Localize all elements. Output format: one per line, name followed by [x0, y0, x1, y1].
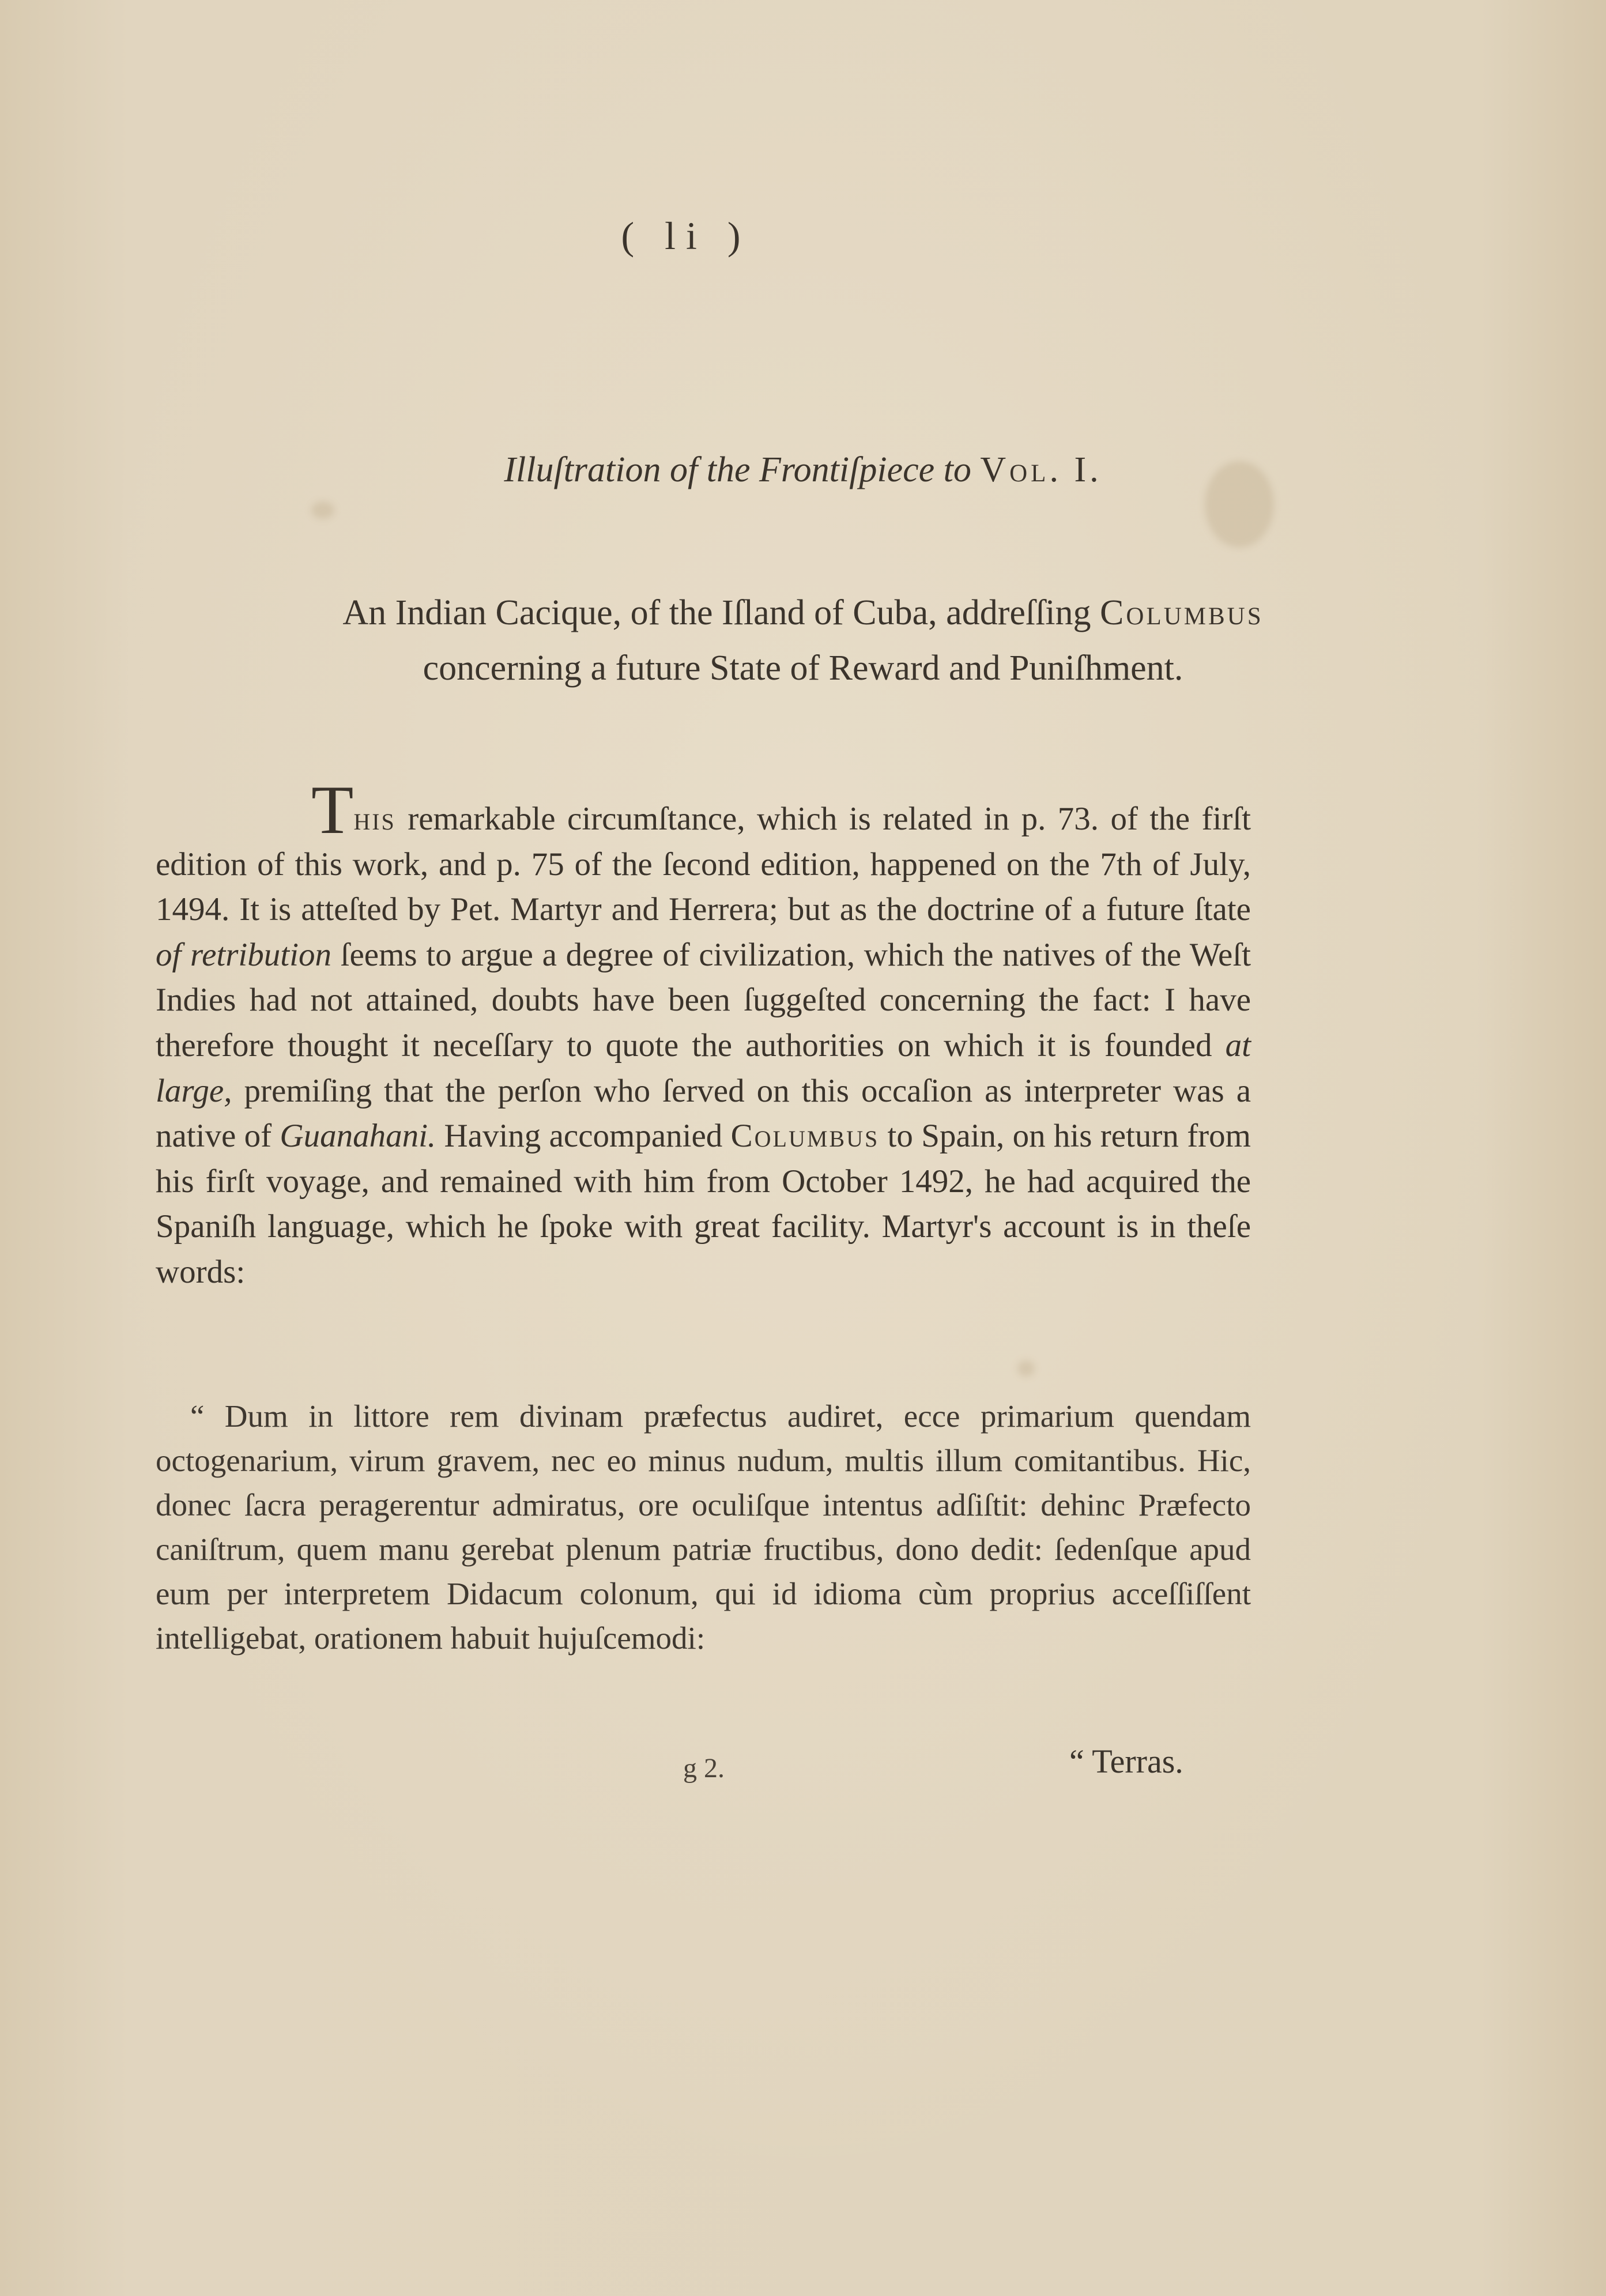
body-paragraph: This remarkable circumſtance, which is related in p. 73. of the firſt edition of this work, and p. 75 of the ſecond edition, happened on the 7th of July, 1494. It is atteſted by Pet. Martyr and Herrera; but as the doctrine of a future ſtate of retribution ſeems to argue a degree of civilization, which the natives of the Weſt Indies had not attained, doubts have been ſuggeſted concerning the fact: I have therefore thought it neceſſary to quote the authorities on which it is founded at large, premiſing that the perſon who ſerved on this occaſion as interpreter was a native of Guanahani. Having accompanied Columbus to Spain, on his return from his firſt voyage, and remained with him from October 1492, he had acquired the Spaniſh language, which he ſpoke with great facility. Martyr's account is in theſe words: — [156, 771, 1251, 1290]
subtitle-line-2: concerning a future State of Reward and Puniſhment. — [423, 649, 1183, 688]
foxing-spot — [1017, 1360, 1035, 1377]
foxing-spot — [311, 502, 334, 519]
latin-quotation: “ Dum in littore rem divinam præfectus audiret, ecce primarium quendam octogenarium, virum gravem, nec eo minus nudum, multis illum comitantibus. Hic, donec ſacra peragerentur admiratus, ore oculiſque intentus adſiſtit: dehinc Præfecto caniſtrum, quem manu gerebat plenum patriæ fructibus, dono dedit: ſedenſque apud eum per interpretem Didacum colonum, qui id idioma cùm proprius acceſſiſſent intelligebat, orationem habuit hujuſcemodi: — [156, 1398, 1251, 1656]
columbus-name: Columbus — [1100, 593, 1264, 632]
volume-label: Vol. I. — [980, 450, 1102, 489]
subtitle-line-1: An Indian Cacique, of the Iſland of Cuba, addreſſing Columbus — [342, 593, 1264, 632]
subtitle — [0, 585, 1606, 696]
page-number: ( li ) — [621, 214, 751, 258]
illustration-heading — [0, 450, 1606, 491]
heading-text: Illuſtration of the Frontiſpiece to — [504, 450, 971, 489]
signature-mark: g 2. — [683, 1753, 725, 1784]
catchword: “ Terras. — [1069, 1743, 1183, 1780]
drop-cap: T — [311, 771, 354, 848]
